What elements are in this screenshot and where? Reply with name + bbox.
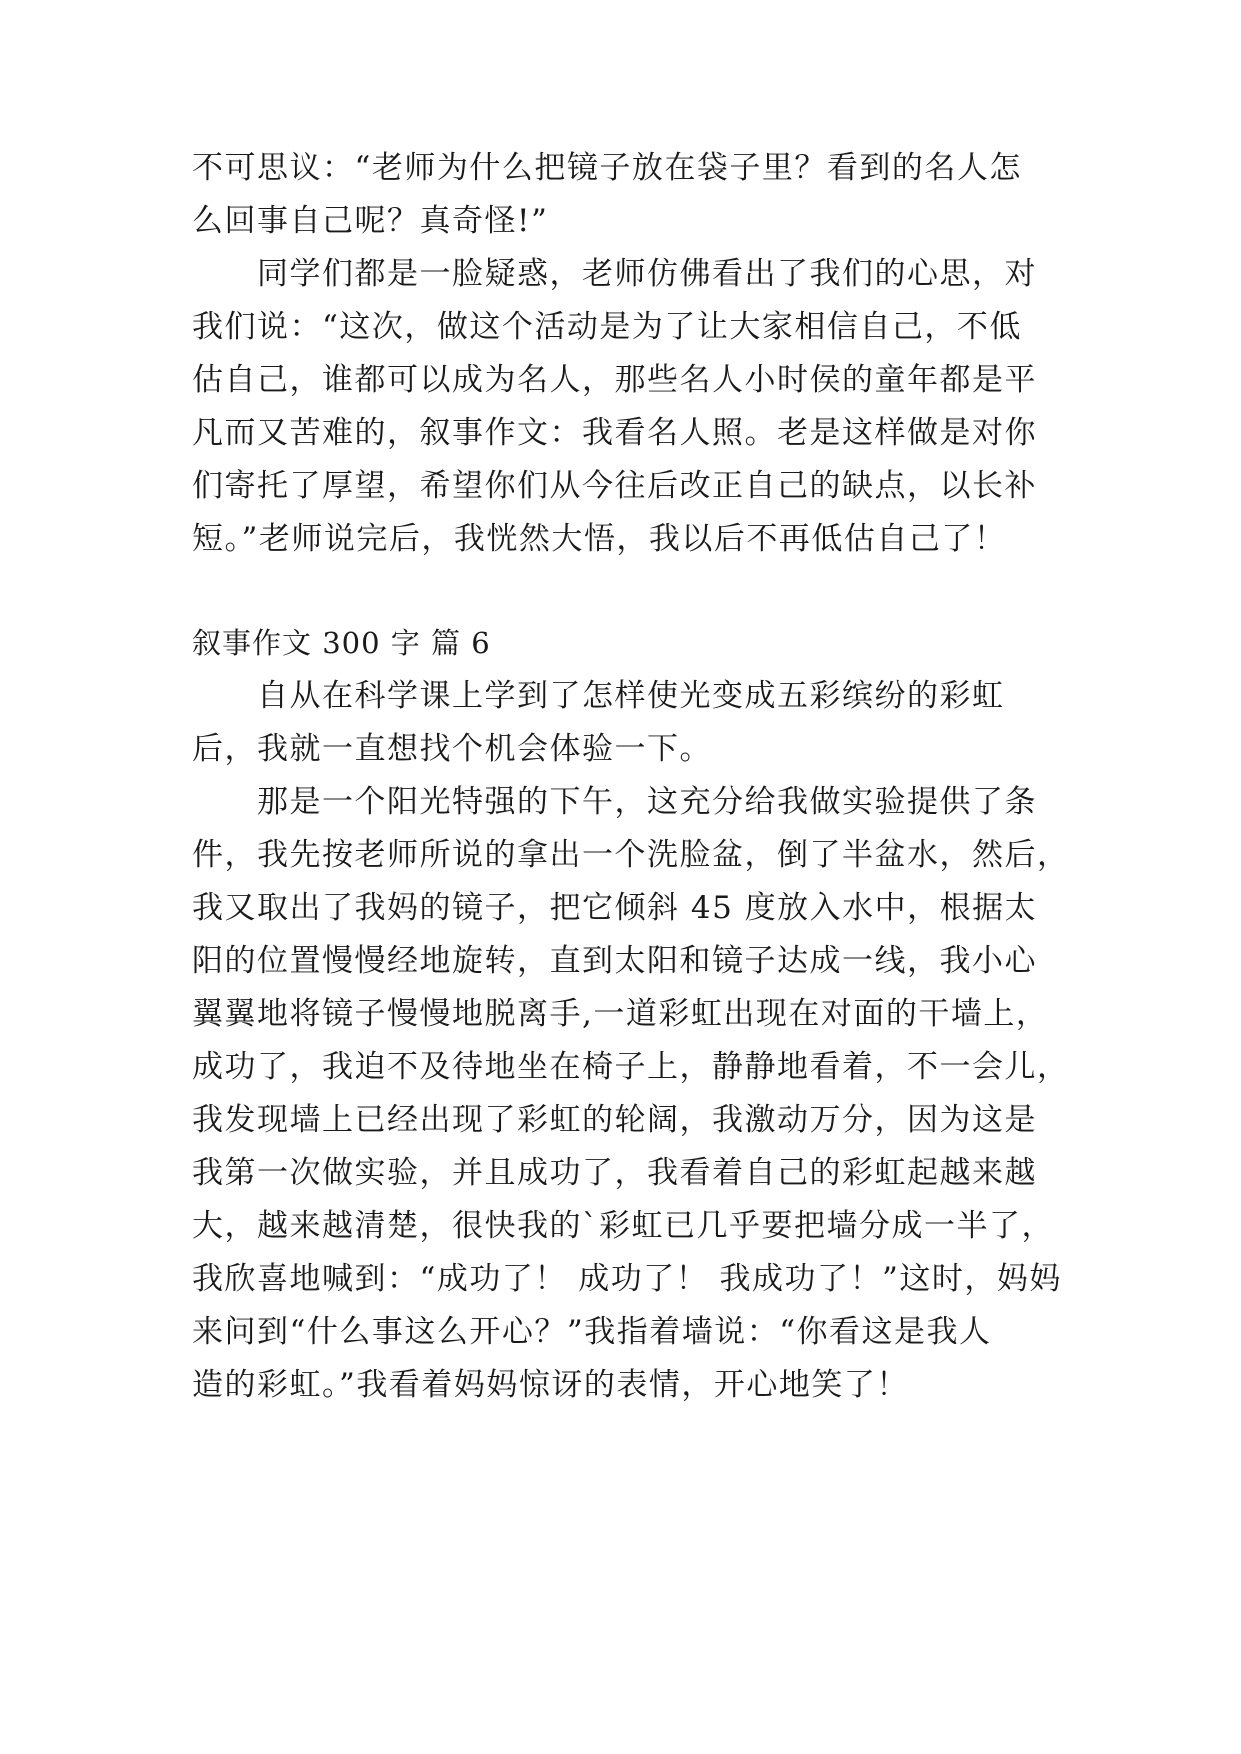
- text-line: 我又取出了我妈的镜子，把它倾斜 45 度放入水中，根据太: [192, 890, 1038, 926]
- text-line: 后，我就一直想找个机会体验一下。: [192, 731, 712, 767]
- text-line: 凡而又苦难的，叙事作文：我看名人照。老是这样做是对你: [192, 415, 1037, 451]
- text-line: 成功了，我迫不及待地坐在椅子上，静静地看着，不一会儿，: [192, 1049, 1070, 1085]
- text-line: 自从在科学课上学到了怎样使光变成五彩缤纷的彩虹: [257, 678, 1005, 714]
- text-line: 短。”老师说完后，我恍然大悟，我以后不再低估自己了！: [192, 521, 1007, 557]
- text-line: 么回事自己呢？真奇怪!”: [192, 203, 549, 239]
- text-line: 造的彩虹。”我看着妈妈惊讶的表情，开心地笑了！: [192, 1367, 909, 1403]
- text-line: 们寄托了厚望，希望你们从今往后改正自己的缺点，以长补: [192, 468, 1037, 504]
- section-heading: 叙事作文 300 字 篇 6: [192, 626, 491, 660]
- text-line: 来问到“什么事这么开心？”我指着墙说：“你看这是我人: [192, 1314, 992, 1350]
- text-line: 件，我先按老师所说的拿出一个洗脸盆，倒了半盆水，然后，: [192, 837, 1070, 873]
- text-line: 同学们都是一脸疑惑，老师仿佛看出了我们的心思，对: [257, 256, 1037, 292]
- text-line: 我们说：“这次，做这个活动是为了让大家相信自己，不低: [192, 309, 1022, 345]
- text-line: 我发现墙上已经出现了彩虹的轮阔，我激动万分，因为这是: [192, 1102, 1037, 1138]
- text-line: 翼翼地将镜子慢慢地脱离手,一道彩虹出现在对面的干墙上，: [192, 996, 1049, 1032]
- text-line: 大，越来越清楚，很快我的`彩虹已几乎要把墙分成一半了，: [192, 1208, 1054, 1244]
- text-line: 估自己，谁都可以成为名人，那些名人小时侯的童年都是平: [192, 362, 1037, 398]
- text-line: 不可思议：“老师为什么把镜子放在袋子里？看到的名人怎: [192, 150, 1022, 186]
- text-line: 阳的位置慢慢经地旋转，直到太阳和镜子达成一线，我小心: [192, 943, 1037, 979]
- text-line: 我欣喜地喊到：“成功了！ 成功了！ 我成功了！”这时，妈妈: [192, 1261, 1062, 1297]
- text-line: 我第一次做实验，并且成功了，我看着自己的彩虹起越来越: [192, 1155, 1037, 1191]
- text-line: 那是一个阳光特强的下午，这充分给我做实验提供了条: [257, 784, 1037, 820]
